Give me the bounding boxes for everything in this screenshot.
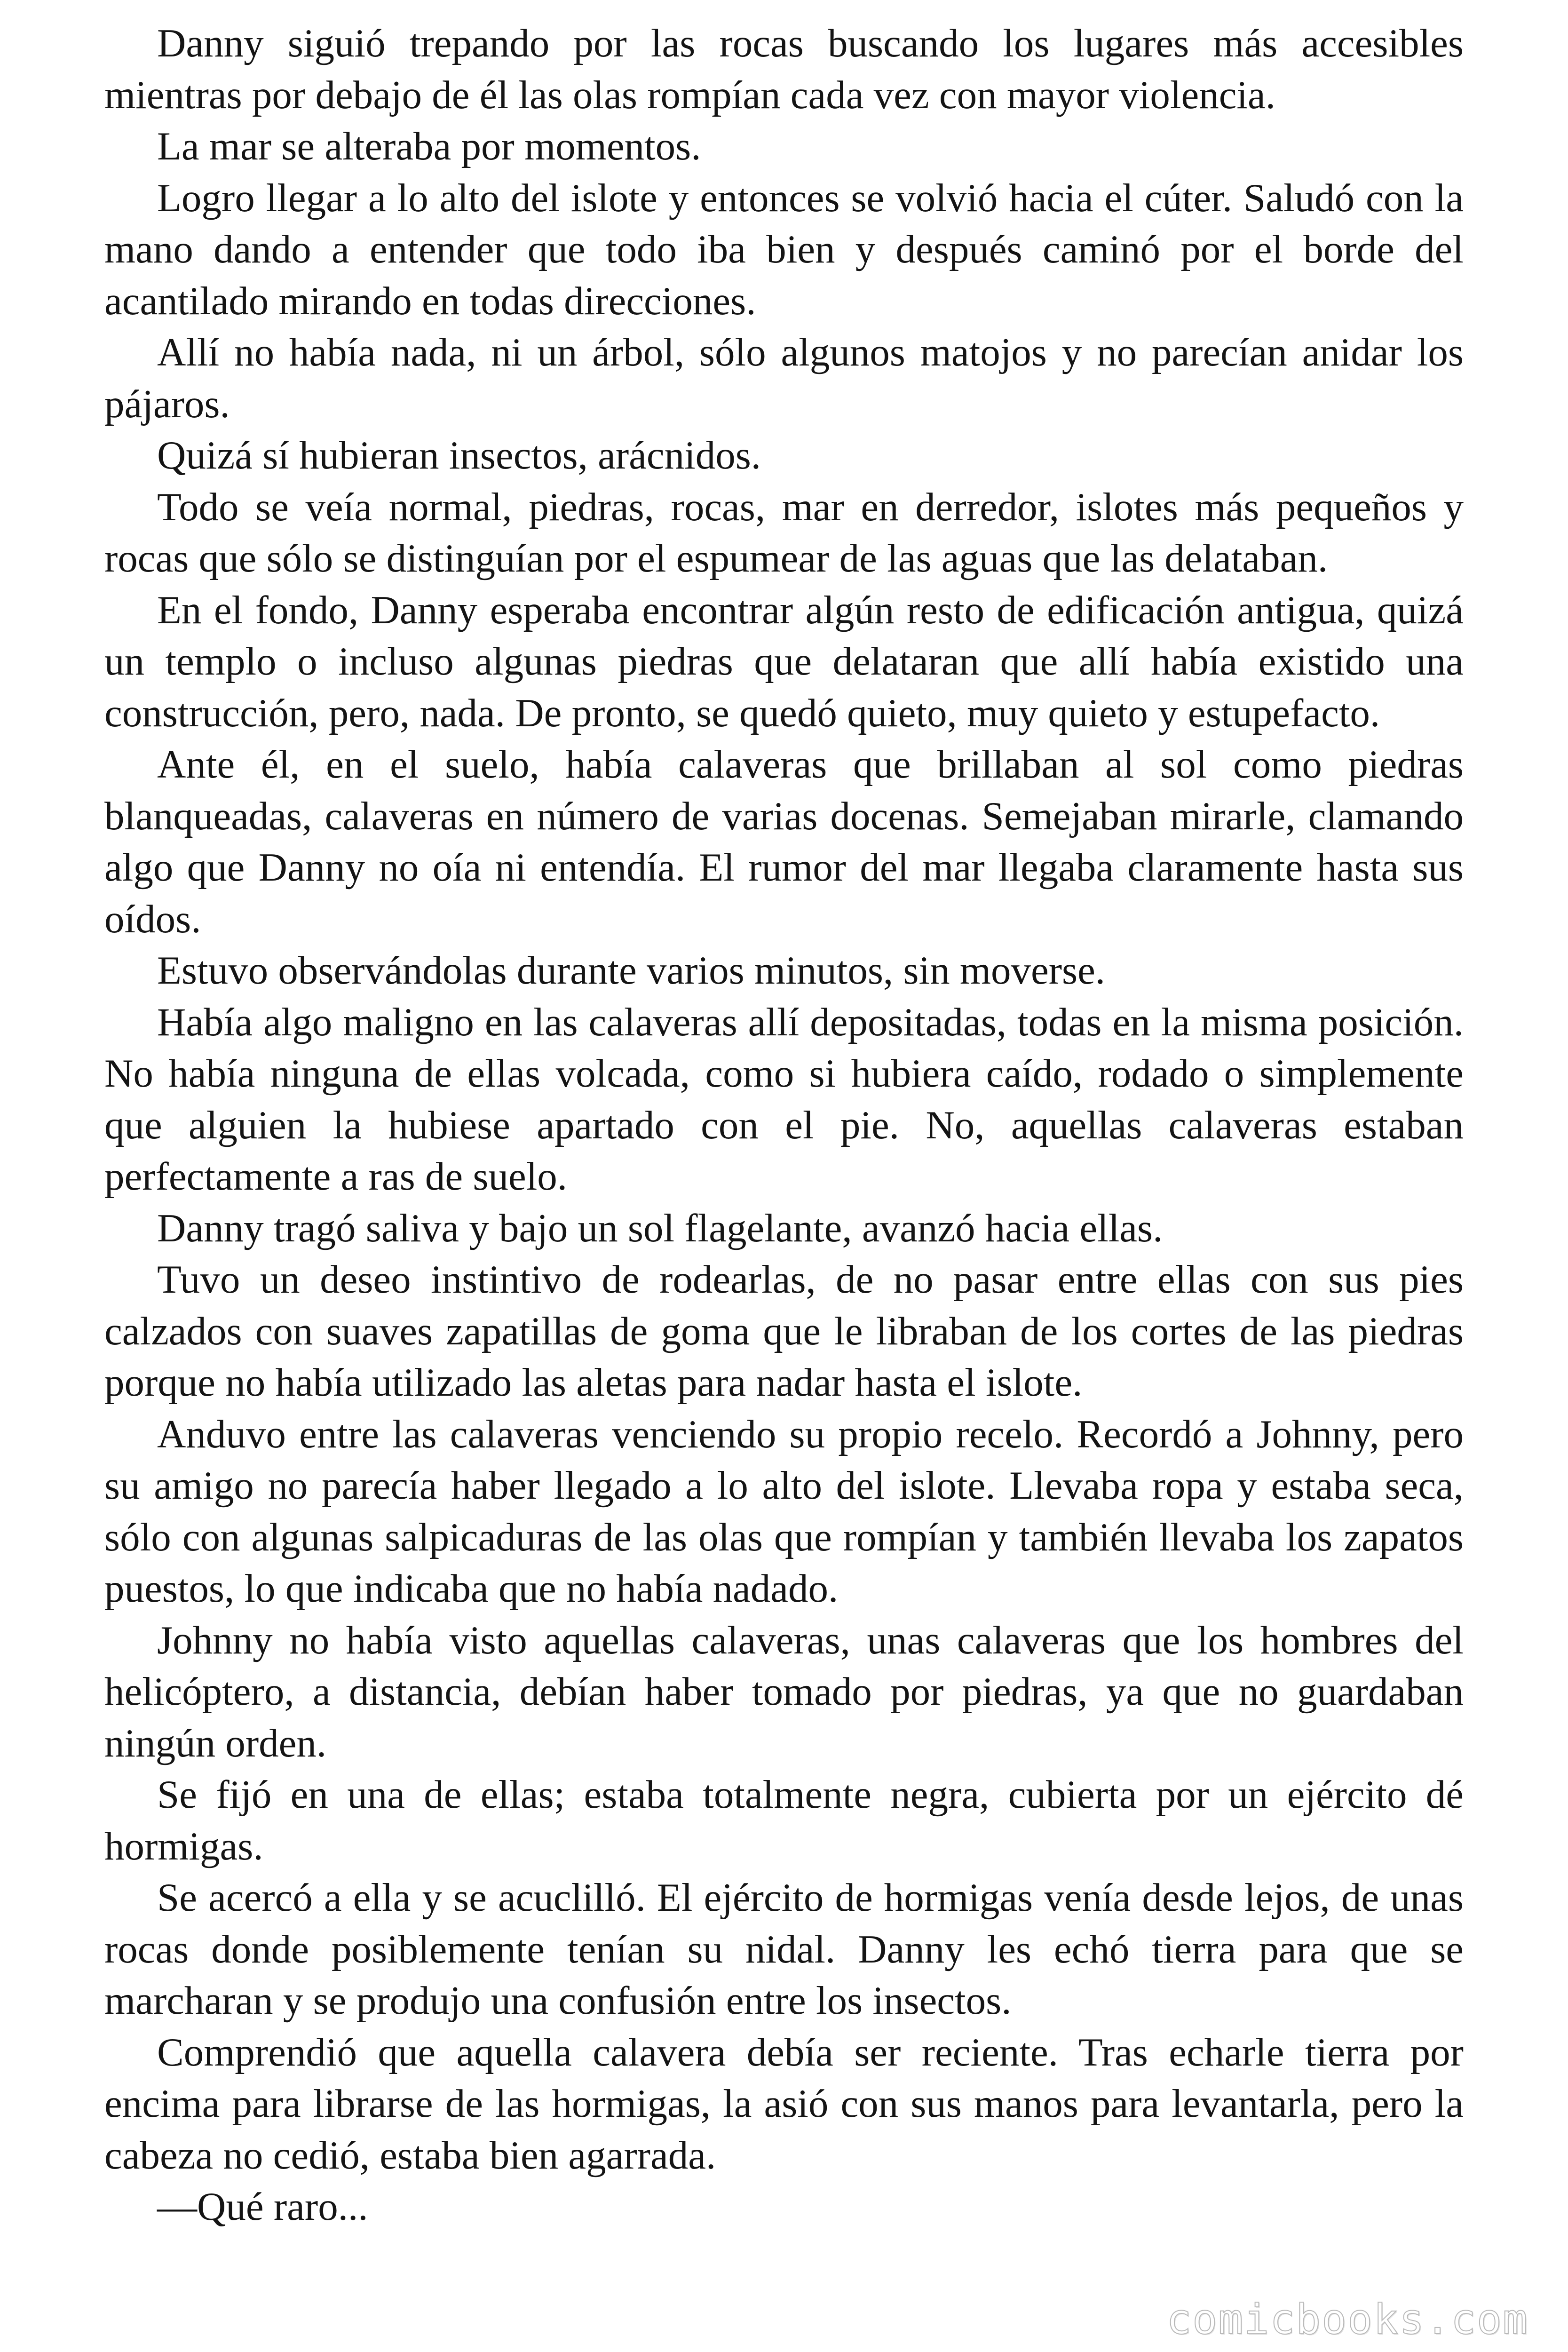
paragraph: Allí no había nada, ni un árbol, sólo algunos matojos y no parecían anidar los pájaros.	[104, 330, 1464, 426]
paragraph: Danny siguió trepando por las rocas buscando los lugares más accesibles mientras por debajo de él las olas rompían cada vez con mayor violencia.	[104, 21, 1464, 117]
paragraph: Se acercó a ella y se acuclilló. El ejército de hormigas venía desde lejos, de unas rocas donde posiblemente tenían su nidal. Danny les echó tierra para que se marcharan y se produjo una confusión entre los insectos.	[104, 1875, 1464, 2023]
paragraph: Todo se veía normal, piedras, rocas, mar en derredor, islotes más pequeños y rocas que sólo se distinguían por el espumear de las aguas que las delataban.	[104, 485, 1464, 580]
paragraph: Quizá sí hubieran insectos, arácnidos.	[157, 433, 761, 477]
paragraph: Había algo maligno en las calaveras allí depositadas, todas en la misma posición. No había ninguna de ellas volcada, como si hubiera caído, rodado o simplemente que alguien la hubiese apartado con el pie. No, aquellas calaveras estaban perfectamente a ras de suelo.	[104, 1000, 1464, 1199]
paragraph: Johnny no había visto aquellas calaveras, unas calaveras que los hombres del helicóptero, a distancia, debían haber tomado por piedras, ya que no guardaban ningún orden.	[104, 1618, 1464, 1765]
paragraph: Danny tragó saliva y bajo un sol flagelante, avanzó hacia ellas.	[157, 1206, 1163, 1250]
body-text	[104, 18, 1464, 2233]
paragraph: Ante él, en el suelo, había calaveras que brillaban al sol como piedras blanqueadas, calaveras en número de varias docenas. Semejaban mirarle, clamando algo que Danny no oía ni entendía. El rumor del mar llegaba claramente hasta sus oídos.	[104, 742, 1464, 941]
paragraph: Anduvo entre las calaveras venciendo su propio recelo. Recordó a Johnny, pero su amigo no parecía haber llegado a lo alto del islote. Llevaba ropa y estaba seca, sólo con algunas salpicaduras de las olas que rompían y también llevaba los zapatos puestos, lo que indicaba que no había nadado.	[104, 1412, 1464, 1611]
watermark: comicbooks.com	[1166, 2295, 1528, 2344]
paragraph: Estuvo observándolas durante varios minutos, sin moverse.	[157, 948, 1106, 993]
paragraph: La mar se alteraba por momentos.	[157, 124, 701, 168]
paragraph: —Qué raro...	[157, 2185, 368, 2229]
paragraph: Comprendió que aquella calavera debía ser reciente. Tras echarle tierra por encima para librarse de las hormigas, la asió con sus manos para levantarla, pero la cabeza no cedió, estaba bien agarrada.	[104, 2030, 1464, 2177]
paragraph: En el fondo, Danny esperaba encontrar algún resto de edificación antigua, quizá un templo o incluso algunas piedras que delataran que allí había existido una construcción, pero, nada. De pronto, se quedó quieto, muy quieto y estupefacto.	[104, 588, 1464, 735]
paragraph: Logro llegar a lo alto del islote y entonces se volvió hacia el cúter. Saludó con la mano dando a entender que todo iba bien y después caminó por el borde del acantilado mirando en todas direcciones.	[104, 175, 1464, 323]
paragraph: Se fijó en una de ellas; estaba totalmente negra, cubierta por un ejército dé hormigas.	[104, 1772, 1464, 1868]
paragraph: Tuvo un deseo instintivo de rodearlas, de no pasar entre ellas con sus pies calzados con suaves zapatillas de goma que le libraban de los cortes de las piedras porque no había utilizado las aletas para nadar hasta el islote.	[104, 1257, 1464, 1405]
